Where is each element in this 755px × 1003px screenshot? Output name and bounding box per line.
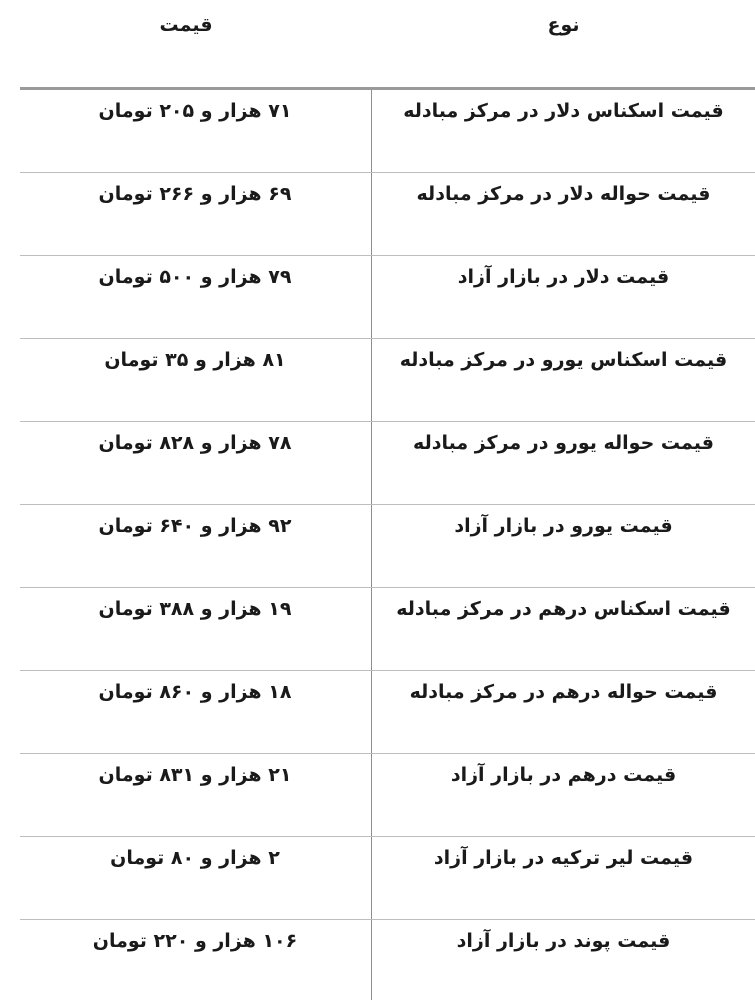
row-price: ۸۱ هزار و ۳۵ تومان [104, 349, 286, 371]
table-header [0, 0, 755, 88]
row-type: قیمت حواله دلار در مرکز مبادله [416, 183, 711, 205]
row-type: قیمت اسکناس یورو در مرکز مبادله [399, 349, 728, 371]
row-type: قیمت لیر ترکیه در بازار آزاد [433, 847, 694, 869]
row-price: ۱۹ هزار و ۳۸۸ تومان [98, 598, 292, 620]
row-type: قیمت درهم در بازار آزاد [450, 764, 677, 786]
table-row [0, 588, 755, 671]
table-row [0, 754, 755, 837]
row-type: قیمت اسکناس درهم در مرکز مبادله [396, 598, 731, 620]
table-body [0, 90, 755, 1003]
row-type: قیمت حواله درهم در مرکز مبادله [409, 681, 718, 703]
table-row [0, 837, 755, 920]
table-row [0, 173, 755, 256]
row-price: ۷۹ هزار و ۵۰۰ تومان [98, 266, 292, 288]
table-row [0, 671, 755, 754]
row-price: ۲۱ هزار و ۸۳۱ تومان [98, 764, 292, 786]
row-price: ۱۰۶ هزار و ۲۲۰ تومان [92, 930, 298, 952]
header-type: نوع [547, 14, 580, 36]
table-row [0, 920, 755, 1003]
row-price: ۶۹ هزار و ۲۶۶ تومان [98, 183, 292, 205]
row-price: ۷۱ هزار و ۲۰۵ تومان [98, 100, 292, 122]
table-row [0, 90, 755, 173]
row-price: ۱۸ هزار و ۸۶۰ تومان [98, 681, 292, 703]
table-row [0, 256, 755, 339]
table-row [0, 422, 755, 505]
row-type: قیمت پوند در بازار آزاد [456, 930, 671, 952]
row-price: ۲ هزار و ۸۰ تومان [110, 847, 280, 869]
row-price: ۹۲ هزار و ۶۴۰ تومان [98, 515, 292, 537]
row-type: قیمت حواله یورو در مرکز مبادله [413, 432, 714, 454]
header-price: قیمت [159, 14, 213, 36]
row-price: ۷۸ هزار و ۸۲۸ تومان [98, 432, 292, 454]
table-row [0, 505, 755, 588]
row-type: قیمت دلار در بازار آزاد [457, 266, 670, 288]
row-type: قیمت اسکناس دلار در مرکز مبادله [403, 100, 724, 122]
table-row [0, 339, 755, 422]
row-type: قیمت یورو در بازار آزاد [454, 515, 673, 537]
